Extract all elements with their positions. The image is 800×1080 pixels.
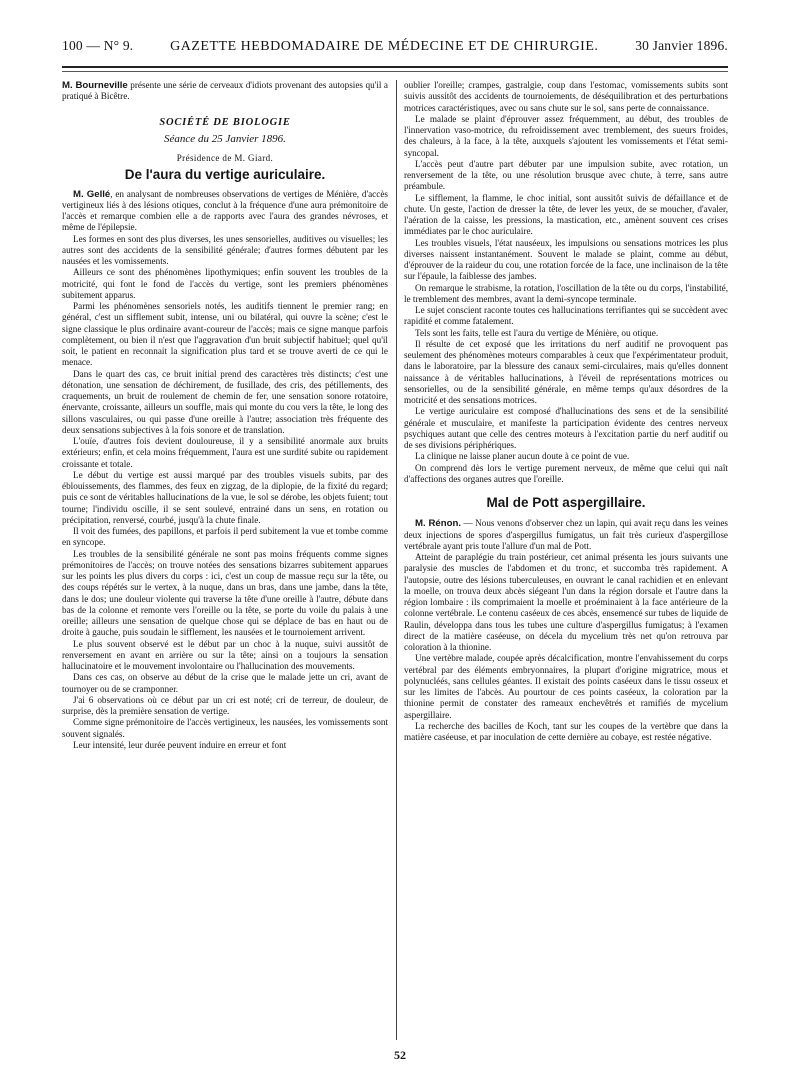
presidence-line: Présidence de M. Giard. bbox=[176, 153, 274, 163]
page-label: 100 — N° 9. bbox=[62, 38, 134, 53]
session-date: Séance du 25 Janvier 1896. bbox=[164, 132, 286, 145]
left-column bbox=[62, 80, 388, 1042]
body-paragraph: Le sifflement, la flamme, le choc initial, sont aussitôt suivis de défaillance et de chute. Un geste, l'action de dresser la tête, de lever les yeux, de se moucher, d'avaler, l'aération de la caisse, les pressions, la mastication, etc., amènent souvent ces crises immédiates par le choc auriculaire. bbox=[404, 192, 728, 237]
body-paragraph: J'ai 6 observations où ce début par un cri est noté; cri de terreur, de douleur, de surprise, dès la première sensation de vertige. bbox=[62, 694, 388, 716]
body-paragraph: Tels sont les faits, telle est l'aura du vertige de Ménière, ou otique. bbox=[415, 327, 659, 338]
body-paragraph: Ailleurs ce sont des phénomènes lipothymiques; enfin souvent les troubles de la motricité, qui font le fond de l'accès du vertige, sont les premiers phénomènes subitement apparus. bbox=[62, 267, 388, 300]
body-paragraph: Le plus souvent observé est le début par un choc à la nuque, suivi aussitôt de renversement en avant en arrière ou sur la tête; ainsi on a toujours la sensation hallucinatoire et le mouvement involontaire ou l'hallucination des mouvements. bbox=[62, 638, 388, 671]
body-paragraph: Les troubles visuels, l'état nauséeux, les impulsions ou sensations motrices les plus diverses naissent instantanément. Souvent le malade se plaint, comme au début, d'éprouver de la raideur du cou, une rotation forcée de la face, une inclinaison de la tête sur l'épaule, la faiblesse des jambes. bbox=[404, 237, 728, 282]
lead-author-gelle: M. Gellé bbox=[73, 188, 111, 200]
running-header bbox=[62, 38, 728, 64]
body-paragraph: Une vertèbre malade, coupée après décalcification, montre l'envahissement du corps vertébral par des éléments embryonnaires, la plupart d'origine migratrice, mous et polynucléés, sans cellules géantes. Il existait des points caséeux dans le tissu osseux et sur les limites de l'abcès. Au pourtour de ces points caséeux, la coloration par la thionine permit de constater des rameaux enchevêtrés et ramifiés de mycelium aspergillaire. bbox=[404, 653, 728, 720]
body-paragraph: Le malade se plaint d'éprouver assez fréquemment, au début, des troubles de l'innervation vaso-motrice, du refroidissement avec tremblement, des sueurs froides, des chaleurs, à la face, à la tête, auxquels s'ajoutent les vomissements et l'état semi-syncopal. bbox=[404, 113, 728, 158]
journal-title: GAZETTE HEBDOMADAIRE DE MÉDECINE ET DE CHIRURGIE. bbox=[170, 39, 599, 54]
right-column bbox=[404, 80, 728, 1042]
body-paragraph: oublier l'oreille; crampes, gastralgie, coup dans l'estomac, vomissements subits sont suivis aussitôt des accidents de tournoiements, de déséquilibration et des perturbations motrices caractéristiques, avec ou sans chute sur le sol, sans perte de connaissance. bbox=[404, 80, 728, 113]
lead-text-gelle: , en analysant de nombreuses observations de vertiges de Ménière, d'accès vertigineux liés à des lésions otiques, conclut à la fréquence d'une aura prémonitoire de l'accès et remarque combien elle a de rapports avec l'aura des grandes névroses, et même de l'épilepsie. bbox=[62, 188, 388, 233]
body-paragraph: Dans ces cas, on observe au début de la crise que le malade jette un cri, avant de tournoyer ou de se cramponner. bbox=[62, 672, 388, 694]
body-paragraph: Le vertige auriculaire est composé d'hallucinations des sens et de la sensibilité générale et musculaire, et manifeste la participation évidente des centres nerveux psychiques autant que celle des centres moteurs à l'excitation partie du nerf auditif ou de ses divisions périphériques. bbox=[404, 406, 728, 450]
lead-text-renon: — Nous venons d'observer chez un lapin, qui avait reçu dans les veines deux injections de spores d'aspergillus fumigatus, un fait très curieux d'aspergillose vertébrale ayant pris toute l'allure d'un mal de Pott. bbox=[404, 518, 728, 551]
body-paragraph: Dans le quart des cas, ce bruit initial prend des caractères très distincts; c'est une détonation, une sensation de déchirement, de fusillade, des cris, des pétillements, des craquements, un bruit de roulement de chemin de fer, une sensation sonore rotatoire, énervante, croissante, ailleurs un souffle, mais qui monte du cou vers la tête, le long des sillons vasculaires, ou qui passe d'une oreille à l'autre; association très fréquente des deux sensations subjectives à la fois sonore et de translation. bbox=[62, 368, 388, 435]
body-paragraph: L'ouïe, d'autres fois devient douloureuse, il y a sensibilité anormale aux bruits extérieurs; enfin, et cela moins fréquemment, l'aura est une surdité subite ou rapidement croissante et totale. bbox=[62, 436, 388, 469]
body-paragraph: Parmi les phénomènes sensoriels notés, les auditifs tiennent le premier rang; en général, c'est un sifflement subit, intense, uni ou bilatéral, qui ouvre la scène; c'est le signe classique le plus ordinaire avant-coureur de l'accès; mais ce signe manque parfois complètement, ou bien il n'est que l'aggravation d'un bruit subjectif habituel; quel qu'il soit, le patient en reconnait la signification plus tard et se trouve averti de ce qui le menace. bbox=[62, 301, 388, 368]
header-rule-thick bbox=[62, 66, 728, 68]
intro-paragraph bbox=[62, 80, 388, 103]
article-title-aura: De l'aura du vertige auriculaire. bbox=[124, 167, 326, 183]
issue-date: 30 Janvier 1896. bbox=[635, 38, 728, 53]
intro-author: M. Bourneville bbox=[62, 80, 128, 91]
body-paragraph: On comprend dès lors le vertige purement nerveux, de même que celui qui naît d'affections des organes autres que l'oreille. bbox=[404, 462, 728, 484]
body-paragraph: Il voit des fumées, des papillons, et parfois il perd subitement la vue et tombe comme en syncope. bbox=[62, 526, 388, 548]
body-paragraph: Atteint de paraplégie du train postérieur, cet animal présenta les jours suivants une paralysie des muscles de l'abdomen et du tronc, et succomba très rapidement. A l'autopsie, outre des lésions tuberculeuses, en ouvrant le canal rachidien et en enlevant la moelle, on trouva deux abcès siégeant l'un dans la région dorsale et l'autre dans la région lombaire : ils comprimaient la moelle et proéminaient à la face antérieure de la colonne vertébrale. Le contenu caséeux de ces abcès, ensemencé sur tubes de liquide de Raulin, développa dans tous les tubes une culture d'aspergillus fumigatus; à l'examen direct de la matière caséeuse, on décela du mycelium très net qu'on retrouva par coloration à la thionine. bbox=[404, 552, 728, 652]
body-paragraph: Leur intensité, leur durée peuvent induire en erreur et font bbox=[73, 739, 287, 750]
body-paragraph: Le sujet conscient raconte toutes ces hallucinations terrifiantes qui se succèdent avec rapidité et comme fatalement. bbox=[404, 305, 728, 327]
body-paragraph: La clinique ne laisse planer aucun doute à ce point de vue. bbox=[415, 451, 630, 462]
body-paragraph: Le début du vertige est aussi marqué par des troubles visuels subits, par des éblouissements, des flammes, des feux en zigzag, de la diplopie, de la fixité du regard; puis ce sont de véritables hallucinations de la vue, le sol se dérobe, les objets fuient; tout tourne; l'individu oscille, il se sent soulevé, entrainé dans un sens, en rotation ou précipitation, renversé, courbé, jusqu'à la chute finale. bbox=[62, 469, 388, 525]
body-paragraph: L'accès peut d'autre part débuter par une impulsion subite, avec rotation, un renversement de la tête, ou une résolution brusque avec chute, à terre, sans autre préambule. bbox=[404, 158, 728, 192]
section-heading: SOCIÉTÉ DE BIOLOGIE bbox=[159, 116, 291, 128]
header-rule-thin bbox=[62, 71, 728, 72]
body-paragraph: Comme signe prémonitoire de l'accès vertigineux, les nausées, les vomissements sont souvent signalés. bbox=[62, 717, 388, 739]
lead-author-renon: M. Rénon. bbox=[415, 518, 461, 530]
body-paragraph: Les troubles de la sensibilité générale ne sont pas moins fréquents comme signes prémonitoires de l'accès; on trouve notées des sensations bizarres subitement apparues sur les points les plus divers du corps : ici, c'est un coup de massue reçu sur la tête, ou des coups répétés sur le vertex, à la nuque, dans un bras, dans une jambe, dans la tête, dans le dos; une douleur violente qui traverse la tête d'une oreille à l'autre, débute dans bas de la colonne et remonte vers l'oreille ou la tête, se porte du voile du palais à une oreille; ailleurs une sensation de quelque chose qui se déplace de bas en haut ou de droite à gauche, puis soudain le sifflement, les nausées et le tournoiement arrivent. bbox=[62, 548, 388, 638]
body-paragraph: Il résulte de cet exposé que les irritations du nerf auditif ne provoquent pas seulement des phénomènes moteurs comparables à ceux que l'expérimentateur produit, dans le laboratoire, par la blessure des canaux semi-circulaires, mais qu'elles donnent naissance à de véritables hallucinations, à l'éveil de représentations motrices ou sensorielles, ou de la sensibilité générale, en même temps qu'aux désordres de la motricité et des sensations motrices. bbox=[404, 338, 728, 405]
column-divider bbox=[396, 80, 397, 1040]
body-paragraph: La recherche des bacilles de Koch, tant sur les coupes de la vertèbre que dans la matière caséeuse, et par inoculation de cette dernière au cobaye, est restée négative. bbox=[404, 720, 728, 742]
body-paragraph: On remarque le strabisme, la rotation, l'oscillation de la tête ou du corps, l'instabilité, le tremblement des membres, avant la demi-syncope terminale. bbox=[404, 282, 728, 304]
page-number: 52 bbox=[394, 1048, 406, 1062]
lead-paragraph-renon bbox=[404, 518, 728, 552]
intro-text: présente une série de cerveaux d'idiots provenant des autopsies qu'il a pratiqué à Bicêtre. bbox=[62, 80, 388, 102]
article-title-pott: Mal de Pott aspergillaire. bbox=[486, 495, 646, 510]
body-paragraph: Les formes en sont des plus diverses, les unes sensorielles, auditives ou visuelles; les autres sont des accidents de la sensibilité générale; d'autres formes débutent par les nausées et les vomissements. bbox=[62, 233, 388, 266]
lead-paragraph-gelle bbox=[62, 189, 388, 234]
